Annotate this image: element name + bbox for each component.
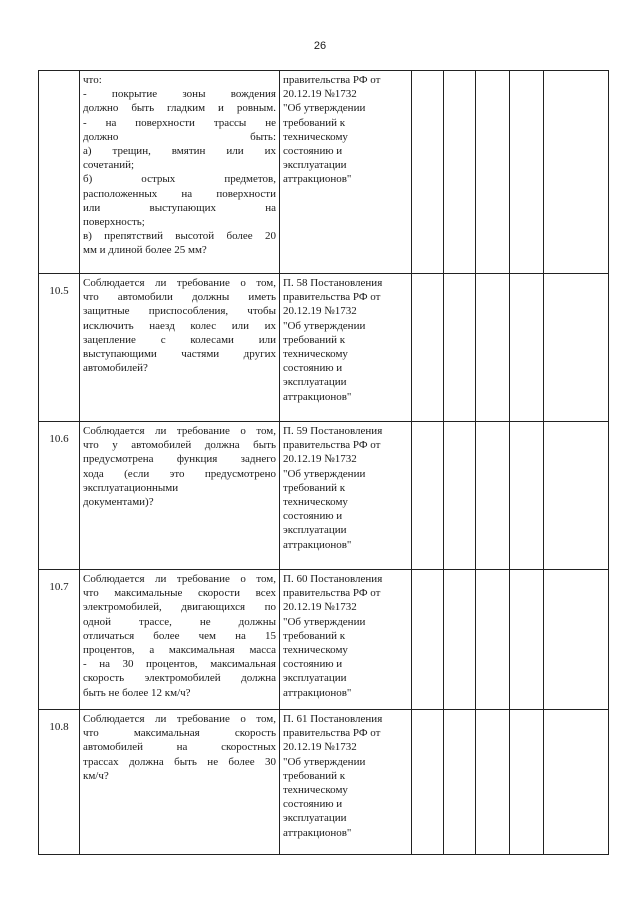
question-line: а) трещин, вмятин или их bbox=[83, 145, 276, 158]
question-line: отличаться более чем на 15 bbox=[83, 629, 276, 642]
requirement-question bbox=[80, 274, 280, 422]
answer-cell[interactable] bbox=[412, 710, 444, 855]
question-line: что автомобили должны иметь bbox=[83, 291, 276, 304]
answer-cell[interactable] bbox=[476, 710, 510, 855]
basis-line: техническому bbox=[283, 784, 348, 797]
answer-cell[interactable] bbox=[544, 570, 609, 710]
answer-cell[interactable] bbox=[544, 422, 609, 570]
basis-line: техническому bbox=[283, 130, 348, 143]
answer-cell[interactable] bbox=[412, 274, 444, 422]
question-line: автомобилей? bbox=[83, 362, 148, 375]
answer-cell[interactable] bbox=[444, 710, 476, 855]
question-line: Соблюдается ли требование о том, bbox=[83, 277, 276, 289]
basis-line: аттракционов" bbox=[283, 390, 352, 403]
question-line: эксплуатационными bbox=[83, 481, 179, 494]
basis-line: техническому bbox=[283, 496, 348, 509]
question-line: трассах должна быть не более 30 bbox=[83, 755, 276, 768]
basis-line: состоянию и bbox=[283, 798, 343, 811]
answer-cell[interactable] bbox=[544, 71, 609, 274]
basis-line: 20.12.19 №1732 bbox=[283, 453, 357, 466]
item-number bbox=[39, 71, 80, 274]
basis-line: правительства РФ от bbox=[283, 291, 381, 304]
answer-cell[interactable] bbox=[510, 274, 544, 422]
item-number: 10.8 bbox=[39, 710, 80, 855]
question-line: Соблюдается ли требование о том, bbox=[83, 425, 276, 437]
requirement-question bbox=[80, 710, 280, 855]
basis-line: требований к bbox=[283, 116, 346, 129]
basis-line: эксплуатации bbox=[283, 376, 347, 389]
answer-cell[interactable] bbox=[444, 422, 476, 570]
answer-cell[interactable] bbox=[510, 570, 544, 710]
basis-line: техническому bbox=[283, 644, 348, 657]
question-line: Соблюдается ли требование о том, bbox=[83, 573, 276, 585]
basis-line: эксплуатации bbox=[283, 159, 347, 172]
question-line: зацепление с колесами или bbox=[83, 333, 276, 346]
question-line: расположенных на поверхности bbox=[83, 187, 276, 200]
answer-cell[interactable] bbox=[412, 422, 444, 570]
table-row bbox=[39, 710, 609, 855]
requirement-question bbox=[80, 422, 280, 570]
question-line: б) острых предметов, bbox=[83, 173, 276, 186]
basis-line: требований к bbox=[283, 629, 346, 642]
basis-line: "Об утверждении bbox=[283, 755, 366, 768]
basis-line: 20.12.19 №1732 bbox=[283, 601, 357, 614]
basis-line: требований к bbox=[283, 333, 346, 346]
basis-line: 20.12.19 №1732 bbox=[283, 741, 357, 754]
table-row bbox=[39, 71, 609, 274]
basis-line: "Об утверждении bbox=[283, 319, 366, 332]
answer-cell[interactable] bbox=[510, 422, 544, 570]
question-line: что: bbox=[83, 74, 102, 86]
basis-line: 20.12.19 №1732 bbox=[283, 88, 357, 101]
basis-line: правительства РФ от bbox=[283, 439, 381, 452]
table-row bbox=[39, 274, 609, 422]
requirement-question bbox=[80, 570, 280, 710]
question-line: выступающими частями других bbox=[83, 348, 276, 361]
answer-cell[interactable] bbox=[444, 570, 476, 710]
checklist-table bbox=[38, 70, 609, 855]
legal-basis bbox=[280, 422, 412, 570]
question-line: что у автомобилей должна быть bbox=[83, 439, 276, 452]
basis-line: "Об утверждении bbox=[283, 102, 366, 115]
basis-line: техническому bbox=[283, 348, 348, 361]
question-line: в) препятствий высотой более 20 bbox=[83, 230, 276, 243]
question-line: электромобилей, двигающихся по bbox=[83, 601, 276, 614]
basis-line: состоянию и bbox=[283, 658, 343, 671]
table-body bbox=[39, 71, 609, 855]
question-line: одной трассе, не должны bbox=[83, 615, 276, 628]
basis-line: состоянию и bbox=[283, 510, 343, 523]
question-line: мм и длиной более 25 мм? bbox=[83, 244, 207, 257]
question-line: документами)? bbox=[83, 496, 154, 509]
basis-line: "Об утверждении bbox=[283, 467, 366, 480]
legal-basis bbox=[280, 71, 412, 274]
answer-cell[interactable] bbox=[544, 274, 609, 422]
question-line: или выступающих на bbox=[83, 201, 276, 214]
basis-line: требований к bbox=[283, 481, 346, 494]
question-line: скорость электромобилей должна bbox=[83, 672, 276, 685]
basis-line: 20.12.19 №1732 bbox=[283, 305, 357, 318]
basis-line: эксплуатации bbox=[283, 672, 347, 685]
basis-line: "Об утверждении bbox=[283, 615, 366, 628]
basis-line: требований к bbox=[283, 769, 346, 782]
question-line: должно быть гладким и ровным. bbox=[83, 102, 276, 115]
page-number: 26 bbox=[313, 40, 327, 52]
question-line: автомобилей на скоростных bbox=[83, 741, 276, 754]
basis-line: П. 59 Постановления bbox=[283, 425, 383, 437]
basis-line: эксплуатации bbox=[283, 524, 347, 537]
question-line: - на 30 процентов, максимальная bbox=[83, 658, 276, 671]
requirement-question bbox=[80, 71, 280, 274]
basis-line: эксплуатации bbox=[283, 812, 347, 825]
basis-line: аттракционов" bbox=[283, 173, 352, 186]
basis-line: правительства РФ от bbox=[283, 74, 381, 86]
question-line: предусмотрена функция заднего bbox=[83, 453, 276, 466]
question-line: что максимальные скорости всех bbox=[83, 587, 276, 600]
answer-cell[interactable] bbox=[476, 422, 510, 570]
basis-line: аттракционов" bbox=[283, 538, 352, 551]
answer-cell[interactable] bbox=[544, 710, 609, 855]
answer-cell[interactable] bbox=[476, 274, 510, 422]
basis-line: правительства РФ от bbox=[283, 727, 381, 740]
table-row bbox=[39, 570, 609, 710]
basis-line: П. 58 Постановления bbox=[283, 277, 383, 289]
question-line: защитные приспособления, чтобы bbox=[83, 305, 276, 318]
basis-line: П. 60 Постановления bbox=[283, 573, 383, 585]
legal-basis bbox=[280, 274, 412, 422]
question-line: что максимальная скорость bbox=[83, 727, 276, 740]
item-number: 10.5 bbox=[39, 274, 80, 422]
question-line: процентов, а максимальная масса bbox=[83, 644, 276, 657]
answer-cell[interactable] bbox=[412, 71, 444, 274]
answer-cell[interactable] bbox=[412, 570, 444, 710]
basis-line: аттракционов" bbox=[283, 686, 352, 699]
question-line: км/ч? bbox=[83, 769, 109, 782]
answer-cell[interactable] bbox=[444, 71, 476, 274]
basis-line: состоянию и bbox=[283, 362, 343, 375]
question-line: исключить наезд колес или их bbox=[83, 319, 276, 332]
basis-line: аттракционов" bbox=[283, 826, 352, 839]
question-line: быть не более 12 км/ч? bbox=[83, 686, 191, 699]
legal-basis bbox=[280, 710, 412, 855]
item-number: 10.7 bbox=[39, 570, 80, 710]
answer-cell[interactable] bbox=[510, 71, 544, 274]
answer-cell[interactable] bbox=[476, 71, 510, 274]
basis-line: П. 61 Постановления bbox=[283, 713, 383, 725]
question-line: хода (если это предусмотрено bbox=[83, 467, 276, 480]
basis-line: состоянию и bbox=[283, 145, 343, 158]
item-number: 10.6 bbox=[39, 422, 80, 570]
question-line: - покрытие зоны вождения bbox=[83, 88, 276, 101]
table-row bbox=[39, 422, 609, 570]
question-line: поверхность; bbox=[83, 216, 145, 229]
answer-cell[interactable] bbox=[510, 710, 544, 855]
question-line: Соблюдается ли требование о том, bbox=[83, 713, 276, 725]
question-line: должно быть: bbox=[83, 130, 276, 143]
legal-basis bbox=[280, 570, 412, 710]
question-line: сочетаний; bbox=[83, 159, 135, 172]
answer-cell[interactable] bbox=[444, 274, 476, 422]
answer-cell[interactable] bbox=[476, 570, 510, 710]
basis-line: правительства РФ от bbox=[283, 587, 381, 600]
question-line: - на поверхности трассы не bbox=[83, 116, 276, 129]
